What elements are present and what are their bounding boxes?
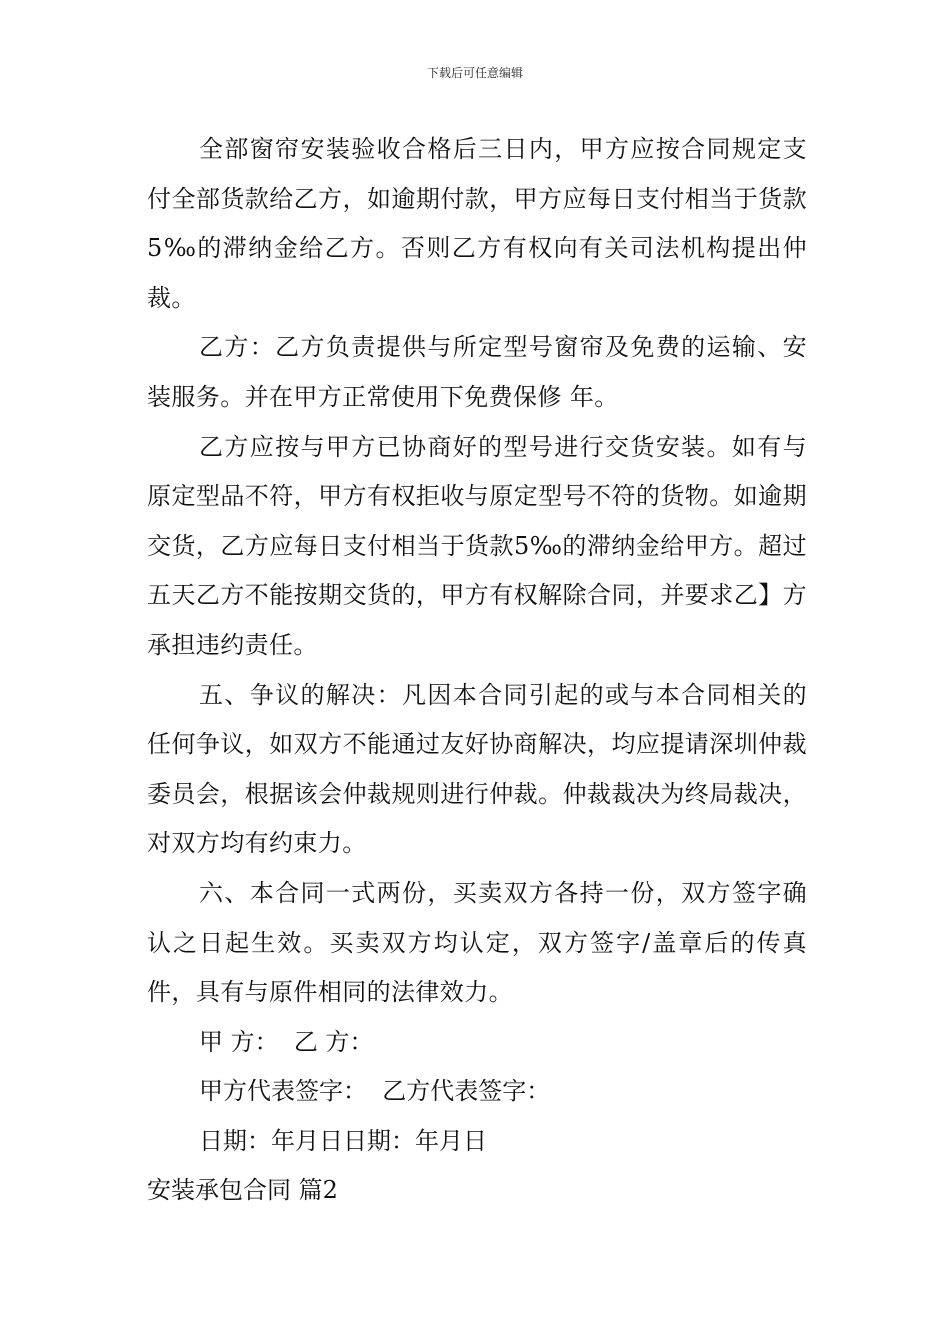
signature-parties-line: 甲 方： 乙 方： [199, 1027, 374, 1056]
signature-dates-line: 日期：年月日日期：年月日 [199, 1126, 487, 1155]
page-header-note: 下载后可任意编辑 [426, 66, 523, 80]
paragraph-dispute-resolution: 五、争议的解决：凡因本合同引起的或与本合同相关的任何争议，如双方不能通过友好协商解决，均应提请深圳仲裁委员会，根据该会仲裁规则进行仲裁。仲裁裁决为终局裁决，对双方均有约束力。 [147, 680, 807, 858]
paragraph-party-b-services: 乙方：乙方负责提供与所定型号窗帘及免费的运输、安装服务。并在甲方正常使用下免费保修 年。 [147, 333, 807, 411]
paragraph-delivery-terms: 乙方应按与甲方已协商好的型号进行交货安装。如有与原定型品不符，甲方有权拒收与原定型号不符的货物。如逾期交货，乙方应每日支付相当于货款5‰的滞纳金给甲方。超过五天乙方不能按期交货的，甲方有权解除合同，并要求乙】方承担违约责任。 [147, 432, 807, 659]
signature-representatives-line: 甲方代表签字： 乙方代表签字： [199, 1077, 551, 1106]
paragraph-payment-terms: 全部窗帘安装验收合格后三日内，甲方应按合同规定支付全部货款给乙方，如逾期付款，甲方应每日支付相当于货款5‰的滞纳金给乙方。否则乙方有权向有关司法机构提出仲裁。 [147, 135, 807, 312]
next-section-title: 安装承包合同 篇2 [147, 1176, 338, 1205]
paragraph-validity: 六、本合同一式两份，买卖双方各持一份，双方签字确认之日起生效。买卖双方均认定，双方签字/盖章后的传真件，具有与原件相同的法律效力。 [147, 878, 807, 1007]
document-body [147, 125, 807, 1216]
